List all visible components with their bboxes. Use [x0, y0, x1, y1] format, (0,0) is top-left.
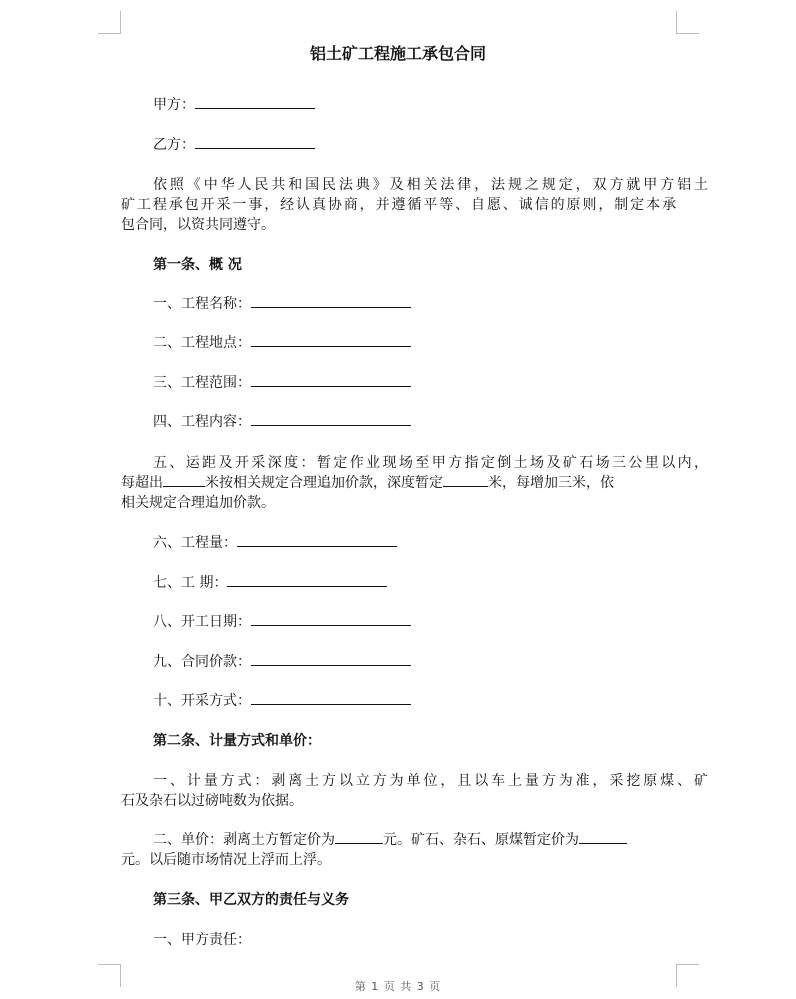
- project-name-blank[interactable]: [251, 293, 411, 308]
- page-corner-mark-top-right: [676, 11, 699, 34]
- mining-method-blank[interactable]: [251, 690, 411, 705]
- page-number: 第 1 页 共 3 页: [354, 980, 442, 993]
- haul-distance-text-b: 米按相关规定合理追加价款，深度暂定: [205, 475, 443, 491]
- haul-distance-line-3: 相关规定合理追加价款。: [121, 495, 275, 511]
- intro-line-2: 矿工程承包开采一事，经认真协商，并遵循平等、自愿、诚信的原则，制定本承: [121, 197, 676, 213]
- duration-line: [121, 572, 708, 594]
- project-location-blank[interactable]: [251, 332, 411, 347]
- project-content-line: [121, 411, 708, 433]
- project-scope-line: [121, 372, 708, 394]
- mining-method-label: 十、开采方式：: [153, 693, 251, 709]
- contract-price-label: 九、合同价款：: [153, 654, 251, 670]
- contract-price-blank[interactable]: [251, 651, 411, 666]
- quantity-label: 六、工程量：: [153, 535, 237, 551]
- document-title: 铝土矿工程施工承包合同: [309, 44, 486, 63]
- party-a-duties-line: 一、甲方责任：: [153, 932, 251, 948]
- haul-distance-line-1: 五、运距及开采深度：暂定作业现场至甲方指定倒土场及矿石场三公里以内，: [153, 455, 708, 471]
- mining-method-line: [121, 690, 708, 712]
- project-content-label: 四、工程内容：: [153, 414, 251, 430]
- party-b-label: 乙方：: [153, 137, 195, 153]
- unit-price-text-b: 元。矿石、杂石、原煤暂定价为: [383, 832, 579, 848]
- project-name-line: [121, 293, 708, 315]
- earthwork-price-blank[interactable]: [335, 829, 383, 844]
- haul-distance-text-a: 每超出: [121, 475, 163, 491]
- haul-distance-line-2: [121, 472, 676, 494]
- duration-label: 七、工 期：: [153, 575, 228, 591]
- party-b-blank[interactable]: [195, 134, 315, 149]
- unit-price-line-1: [121, 829, 708, 851]
- party-b-line: [121, 134, 708, 156]
- quantity-blank[interactable]: [237, 532, 397, 547]
- measurement-line-1: 一、计量方式：剥离土方以立方为单位，且以车上量方为准，采挖原煤、矿: [153, 773, 708, 789]
- start-date-label: 八、开工日期：: [153, 614, 251, 630]
- project-name-label: 一、工程名称：: [153, 296, 251, 312]
- article-3-heading: 第三条、甲乙双方的责任与义务: [153, 892, 349, 908]
- party-a-label: 甲方：: [153, 97, 195, 113]
- intro-line-1: 依照《中华人民共和国民法典》及相关法律，法规之规定，双方就甲方铝土: [153, 177, 708, 193]
- unit-price-text-a: 二、单价：剥离土方暂定价为: [153, 832, 335, 848]
- article-1-heading: 第一条、概 况: [153, 257, 242, 273]
- depth-blank[interactable]: [443, 472, 488, 487]
- ore-price-blank[interactable]: [579, 829, 627, 844]
- excess-distance-blank[interactable]: [163, 472, 205, 487]
- contract-price-line: [121, 651, 708, 673]
- start-date-blank[interactable]: [251, 611, 411, 626]
- haul-distance-text-c: 米，每增加三米，依: [488, 475, 614, 491]
- start-date-line: [121, 611, 708, 633]
- intro-line-3: 包合同，以资共同遵守。: [121, 217, 275, 233]
- article-2-heading: 第二条、计量方式和单价：: [153, 733, 321, 749]
- measurement-line-2: 石及杂石以过磅吨数为依据。: [121, 793, 303, 809]
- project-location-label: 二、工程地点：: [153, 335, 251, 351]
- unit-price-line-2: 元。以后随市场情况上浮而上浮。: [121, 852, 331, 868]
- duration-blank[interactable]: [227, 572, 387, 587]
- party-a-line: [121, 94, 708, 116]
- project-scope-label: 三、工程范围：: [153, 375, 251, 391]
- party-a-blank[interactable]: [195, 94, 315, 109]
- project-location-line: [121, 332, 708, 354]
- quantity-line: [121, 532, 708, 554]
- page-corner-mark-top-left: [98, 11, 121, 34]
- project-content-blank[interactable]: [251, 411, 411, 426]
- project-scope-blank[interactable]: [251, 372, 411, 387]
